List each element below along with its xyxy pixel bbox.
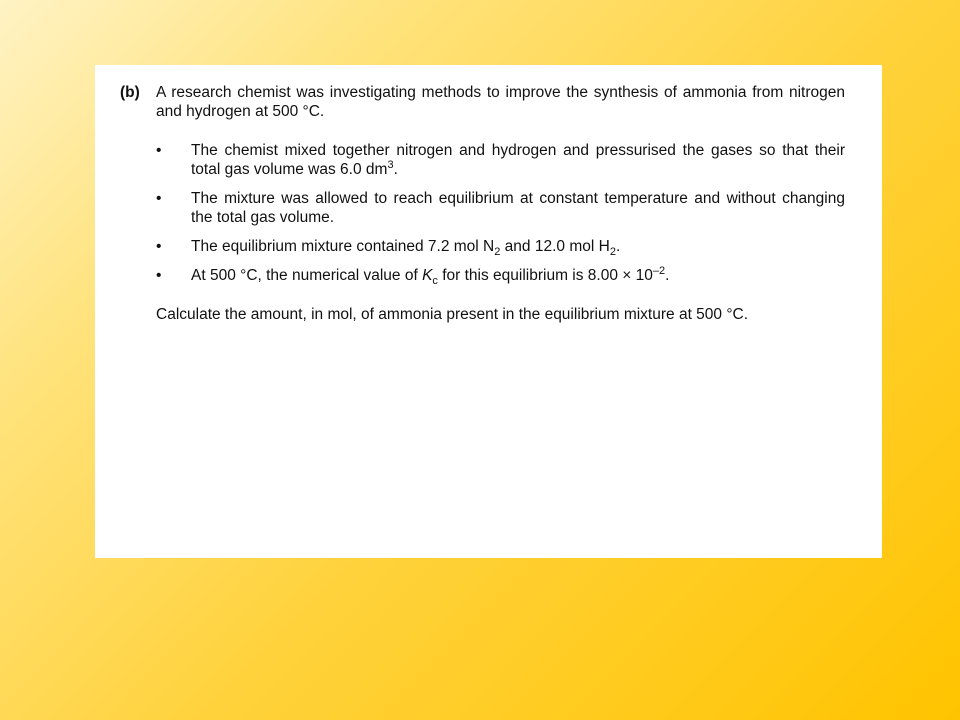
bullet-marker: •	[156, 142, 162, 159]
bullet-marker: •	[156, 238, 162, 255]
list-item	[156, 141, 845, 179]
bullet-marker: •	[156, 267, 162, 284]
question-card	[95, 65, 882, 558]
list-item	[156, 264, 845, 288]
bullet-text-equilibrium: The mixture was allowed to reach equilibrium at constant temperature and without changing the total gas volume.	[191, 190, 845, 226]
bullet-text-kc: At 500 °C, the numerical value of $K_c$ for this equilibrium is $8.00 \times 10^{-2}$.	[191, 264, 670, 288]
list-item	[156, 189, 845, 227]
question-content	[120, 83, 845, 324]
question-intro: A research chemist was investigating methods to improve the synthesis of ammonia from nitrogen and hydrogen at 500 °C.	[156, 84, 845, 120]
bullet-text-volume: The chemist mixed together nitrogen and hydrogen and pressurised the gases so that their total gas volume was 6.0 $dm^3$.	[191, 142, 845, 178]
part-label: (b)	[120, 84, 140, 101]
question-intro-row	[120, 83, 845, 121]
bullet-marker: •	[156, 190, 162, 207]
question-task: Calculate the amount, in mol, of ammonia present in the equilibrium mixture at 500 °C.	[156, 306, 749, 323]
bullet-text-mixture: The equilibrium mixture contained 7.2 mol $N_2$ and 12.0 mol $H_2$.	[191, 238, 621, 259]
condition-list	[156, 141, 845, 288]
list-item	[156, 237, 845, 259]
